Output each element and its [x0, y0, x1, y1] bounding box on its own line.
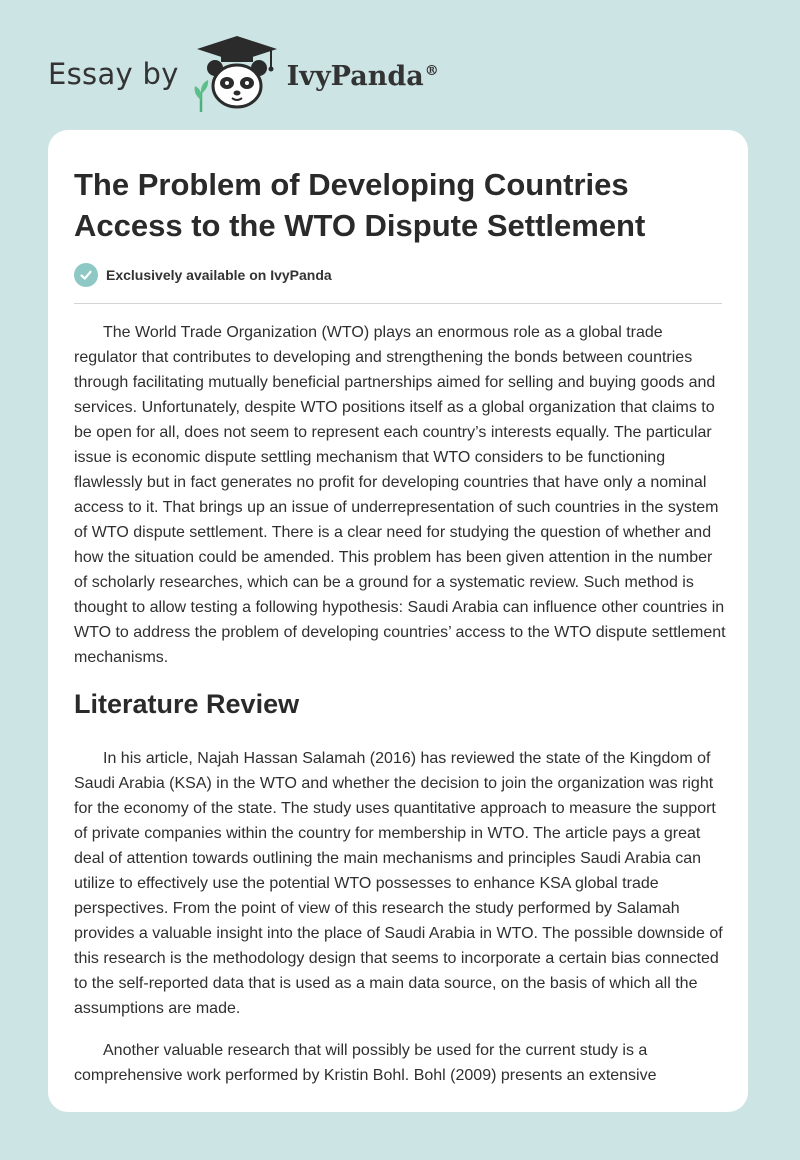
- brand-prefix: Essay by: [48, 57, 179, 91]
- registered-mark: ®: [424, 62, 439, 79]
- paragraph-literature-1: In his article, Najah Hassan Salamah (2016) has reviewed the state of the Kingdom of Saudi Arabia (KSA) in the WTO and whether the decision to join the organization was right for the economy of the state. The study uses quantitative approach to measure the support of private companies within the country for membership in WTO. The article pays a great deal of attention towards outlining the main mechanisms and principles Saudi Arabia can utilize to effectively use the potential WTO possesses to enhance KSA global trade perspectives. From the point of view of this research the study performed by Salamah provides a valuable insight into the place of Saudi Arabia in WTO. The possible downside of this research is the methodology design that seems to incorporate a certain bias connected to the self-reported data that is used as a main data source, on the basis of which all the assumptions are made.: [74, 750, 723, 1017]
- panda-logo-icon[interactable]: [191, 34, 283, 114]
- essay-title: The Problem of Developing Countries Access to the WTO Dispute Settlement: [74, 167, 646, 243]
- exclusive-badge: [74, 263, 332, 287]
- paragraph-literature-2: Another valuable research that will possibly be used for the current study is a comprehensive work performed by Kristin Bohl. Bohl (2009) presents an extensive: [74, 1042, 657, 1084]
- brand-header: [48, 34, 439, 114]
- paragraph-intro: The World Trade Organization (WTO) plays an enormous role as a global trade regulator that contributes to developing and strengthening the bonds between countries through facilitating mutually beneficial partnerships aimed for selling and buying goods and services. Unfortunately, despite WTO positions itself as a global organization that claims to be open for all, does not seem to represent each country’s interests equally. The particular issue is economic dispute settling mechanism that WTO considers to be functioning flawlessly but in fact generates no profit for developing countries that have only a nominal access to it. That brings up an issue of underrepresentation of such countries in the system of WTO dispute settlement. There is a clear need for studying the question of whether and how the situation could be amended. This problem has been given attention in the number of scholarly researches, which can be a ground for a systematic review. Such method is thought to allow testing a following hypothesis: Saudi Arabia can influence other countries in WTO to address the problem of developing countries’ access to the WTO dispute settlement mechanisms.: [74, 324, 726, 666]
- essay-card: [48, 130, 748, 1112]
- divider: [74, 303, 722, 304]
- checkmark-icon: [74, 263, 98, 287]
- section-heading: Literature Review: [74, 689, 300, 719]
- badge-label: Exclusively available on IvyPanda: [106, 267, 332, 283]
- brand-name: IvyPanda®: [286, 60, 439, 92]
